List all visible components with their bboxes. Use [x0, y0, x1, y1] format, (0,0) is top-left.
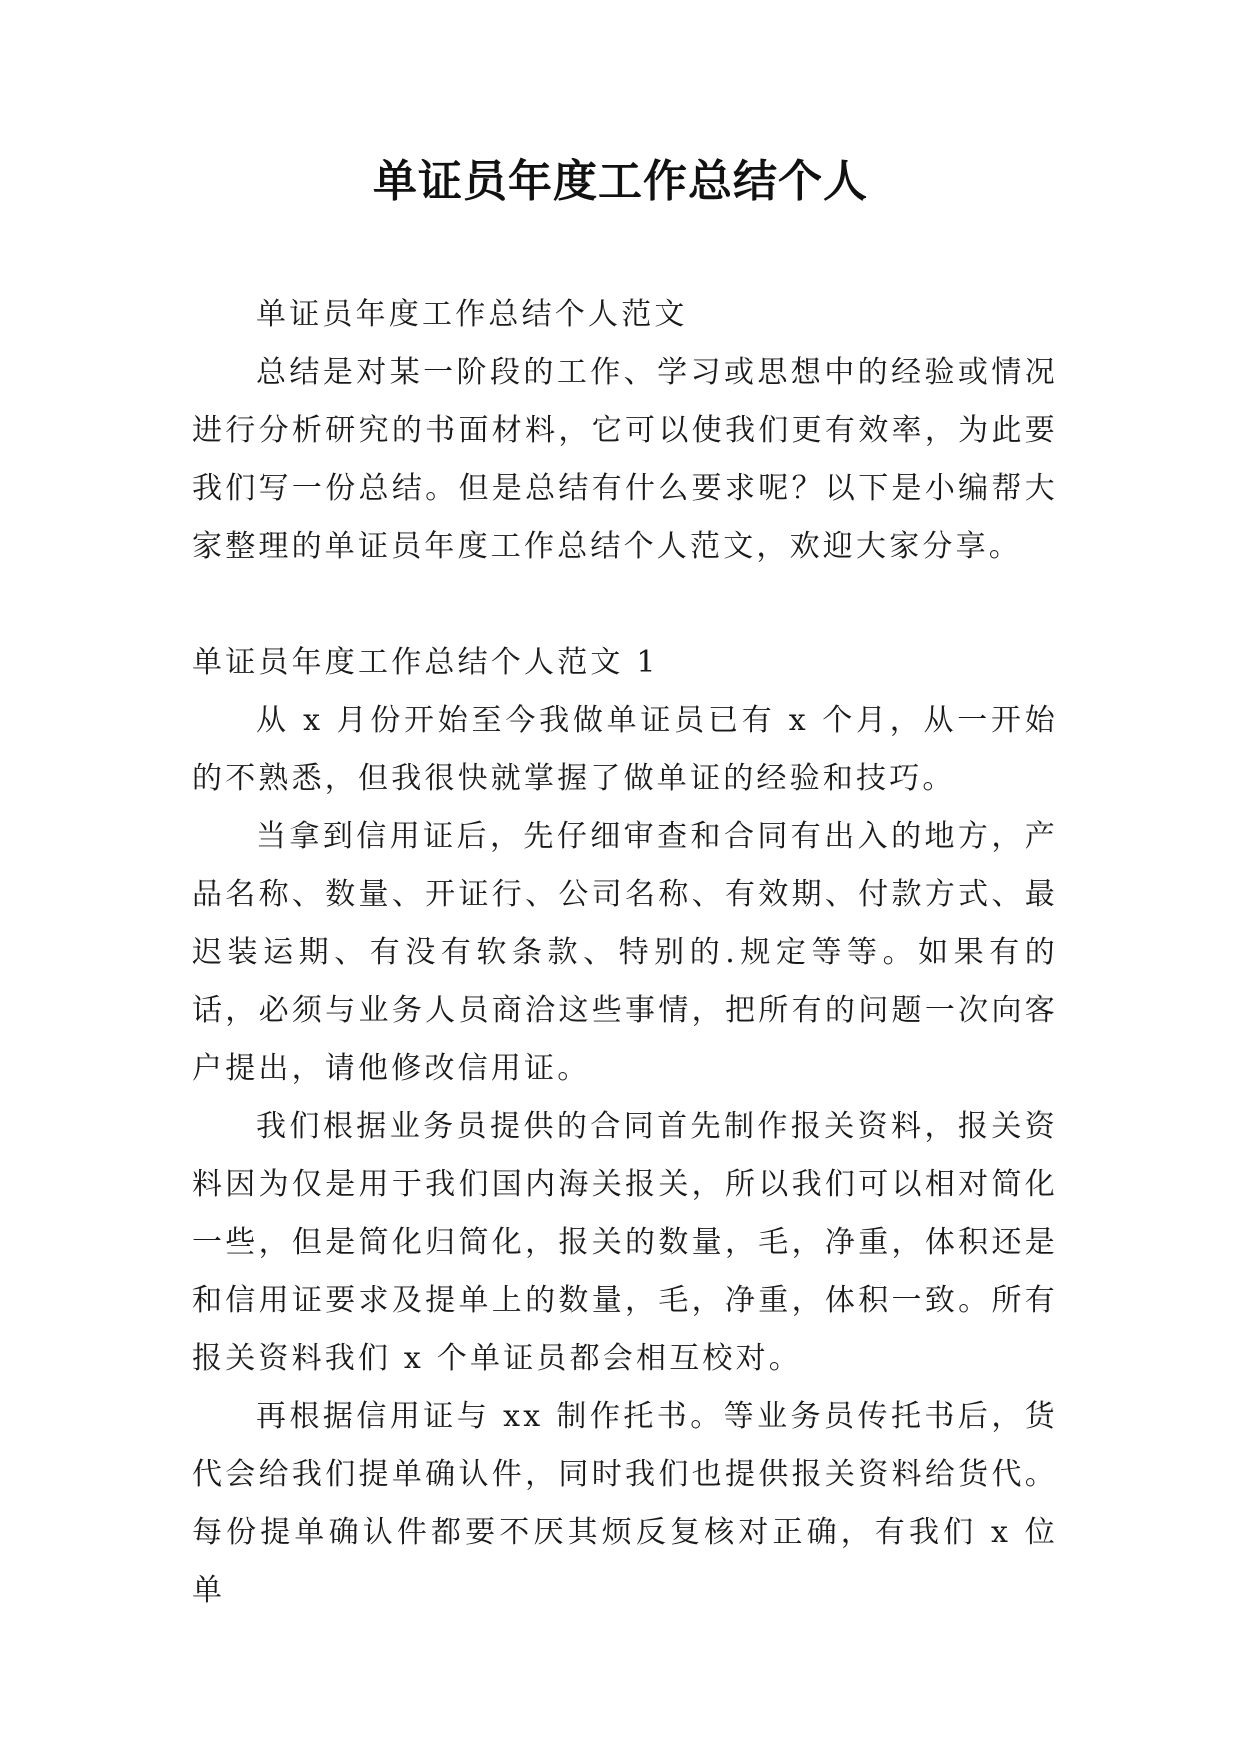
body-paragraph-3: 我们根据业务员提供的合同首先制作报关资料，报关资料因为仅是用于我们国内海关报关，所以我们可以相对简化一些，但是简化归简化，报关的数量，毛，净重，体积还是和信用证要求及提单上的数量，毛，净重，体积一致。所有报关资料我们 x 个单证员都会相互校对。	[192, 1109, 1058, 1376]
intro-paragraph: 总结是对某一阶段的工作、学习或思想中的经验或情况进行分析研究的书面材料，它可以使我们更有效率，为此要我们写一份总结。但是总结有什么要求呢？以下是小编帮大家整理的单证员年度工作总结个人范文，欢迎大家分享。	[192, 355, 1058, 564]
document-title: 单证员年度工作总结个人	[373, 156, 868, 207]
body-paragraph-2: 当拿到信用证后，先仔细审查和合同有出入的地方，产品名称、数量、开证行、公司名称、有效期、付款方式、最迟装运期、有没有软条款、特别的.规定等等。如果有的话，必须与业务人员商洽这些事情，把所有的问题一次向客户提出，请他修改信用证。	[192, 819, 1058, 1086]
document-body	[192, 286, 1058, 1620]
section-heading: 单证员年度工作总结个人范文 1	[192, 645, 659, 680]
body-paragraph-4: 再根据信用证与 xx 制作托书。等业务员传托书后，货代会给我们提单确认件，同时我们也提供报关资料给货代。每份提单确认件都要不厌其烦反复核对正确，有我们 x 位单	[192, 1399, 1058, 1608]
body-paragraph-1: 从 x 月份开始至今我做单证员已有 x 个月，从一开始的不熟悉，但我很快就掌握了做单证的经验和技巧。	[192, 703, 1058, 796]
document-subtitle: 单证员年度工作总结个人范文	[256, 297, 688, 332]
